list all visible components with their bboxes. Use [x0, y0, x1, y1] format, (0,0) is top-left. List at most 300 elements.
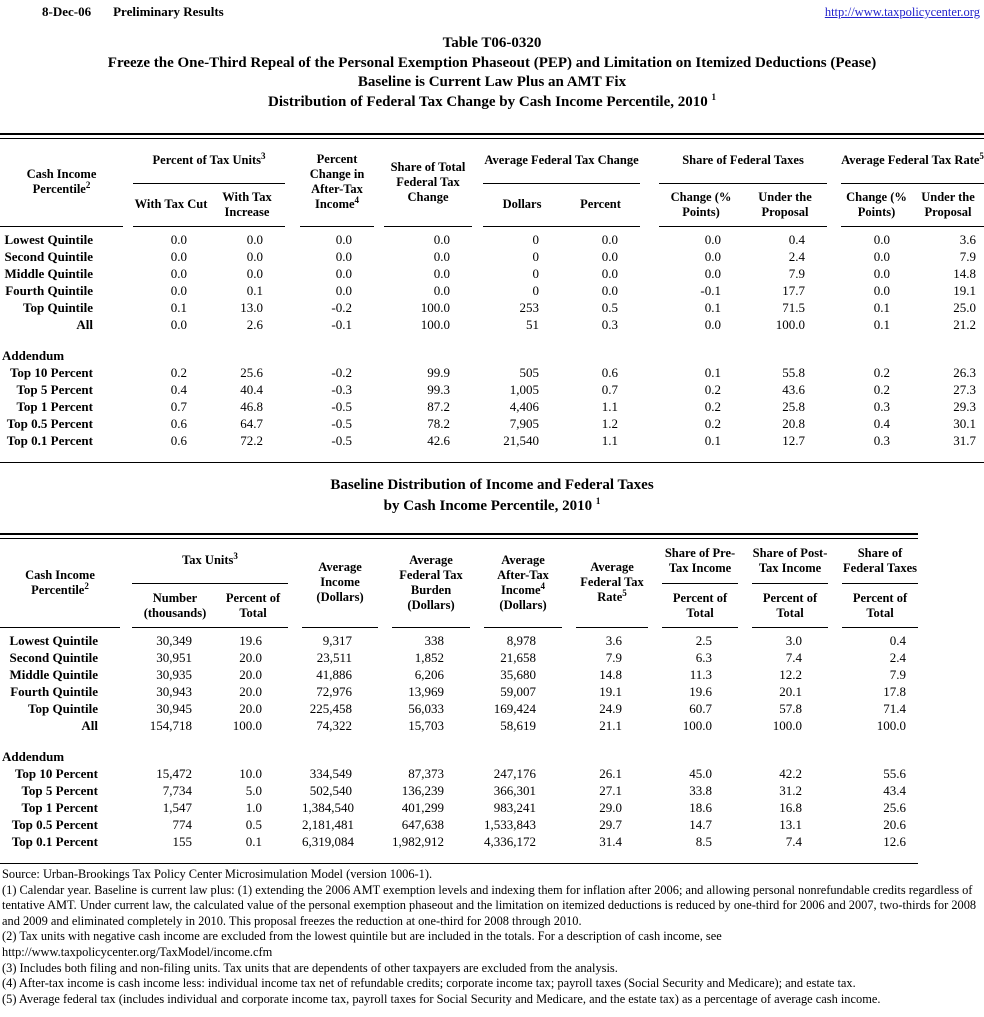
- value-cell: 0.0: [170, 316, 187, 332]
- spacer-cell: [472, 415, 483, 432]
- value-cell: 0.1: [704, 364, 722, 380]
- spacer-cell: [378, 782, 392, 799]
- spacer-cell: [828, 632, 842, 649]
- value-cell: 33.8: [689, 783, 713, 798]
- spacer-cell: [378, 666, 392, 683]
- spacer-cell: [120, 833, 132, 850]
- value-cell: 31.2: [779, 783, 803, 798]
- addendum-body: [0, 364, 984, 449]
- table-row: [0, 683, 918, 700]
- row-label-cell: All: [76, 316, 93, 332]
- value-cell: 30,943: [156, 684, 192, 699]
- value-cell: -0.1: [331, 316, 353, 332]
- value-cell: 29.3: [953, 398, 977, 414]
- spacer-cell: [738, 799, 752, 816]
- value-cell: 0.1: [245, 834, 263, 849]
- spacer-cell: [472, 316, 483, 333]
- value-cell: 19.1: [599, 684, 623, 699]
- value-cell: 20.0: [239, 684, 263, 699]
- table-body: [0, 632, 918, 734]
- spacer-cell: [374, 265, 384, 282]
- federal-tax-change-table: [0, 139, 984, 449]
- col-header-share-total-federal-tax-change: Share of Total Federal Tax Change: [384, 139, 472, 226]
- value-cell: 24.9: [599, 701, 623, 716]
- spacer-cell: [123, 415, 133, 432]
- spacer-cell: [470, 782, 484, 799]
- value-cell: -0.5: [331, 398, 353, 414]
- value-cell: 7.9: [605, 650, 623, 665]
- site-link[interactable]: http://www.taxpolicycenter.org: [824, 5, 980, 19]
- value-cell: 0.5: [245, 817, 263, 832]
- spacer-cell: [378, 683, 392, 700]
- spacer-cell: [123, 364, 133, 381]
- value-cell: 0.0: [335, 231, 353, 247]
- spacer-cell: [120, 717, 132, 734]
- spacer-cell: [827, 265, 841, 282]
- value-cell: 1,005: [509, 381, 540, 397]
- value-cell: 169,424: [493, 701, 537, 716]
- group-header-average-federal-tax-rate: Average Federal Tax Rate$^5$: [841, 139, 984, 183]
- spacer-cell: [123, 265, 133, 282]
- spacer-cell: [288, 833, 302, 850]
- spacer-cell: [123, 231, 133, 248]
- value-cell: 100.0: [876, 718, 907, 733]
- value-cell: 7.4: [785, 650, 803, 665]
- spacer-cell: [648, 632, 662, 649]
- table-subtitle-freeze: Freeze the One-Third Repeal of the Personal Exemption Phaseout (PEP) and Limitation on Itemized Deductions (Pease): [107, 54, 877, 71]
- value-cell: 100.0: [775, 316, 806, 332]
- row-label-cell: Top 10 Percent: [9, 364, 93, 380]
- spacer-cell: [827, 248, 841, 265]
- footnote-3: (3) Includes both filing and non-filing units. Tax units that are dependents of other taxpayers are excluded from the analysis.: [2, 960, 618, 975]
- table-row: [0, 231, 984, 248]
- value-cell: 5.0: [245, 783, 263, 798]
- spacer-cell: [648, 717, 662, 734]
- spacer-cell: [120, 632, 132, 649]
- spacer-cell: [562, 683, 576, 700]
- value-cell: 0.2: [704, 415, 722, 431]
- value-cell: -0.1: [700, 282, 722, 298]
- footnote-1: (1) Calendar year. Baseline is current law plus: (1) extending the 2006 AMT exemption levels and indexing them for inflation after 2006; and allowing personal nonrefundable credits regardless of tentative AMT. Under current law, the calculated value of the personal exemption phaseout and the limitation on itemized deductions is reduced by one-third for 2006 and 2007, two-thirds for 2008 and 2009 and eliminated completely in 2010. This proposal freezes the reduction at one-third for 2008 through 2010.: [2, 882, 977, 928]
- row-label-cell: Fourth Quintile: [10, 684, 98, 699]
- spacer-cell: [285, 282, 300, 299]
- spacer-cell: [285, 231, 300, 248]
- spacer-cell: [120, 666, 132, 683]
- value-cell: 0.0: [704, 265, 722, 281]
- title-block: [0, 34, 984, 112]
- spacer-cell: [120, 799, 132, 816]
- table-row: [0, 666, 918, 683]
- spacer-cell: [472, 139, 483, 226]
- value-cell: 0.6: [170, 432, 187, 448]
- spacer-cell: [470, 632, 484, 649]
- value-cell: 55.8: [782, 364, 806, 380]
- row-label-cell: Fourth Quintile: [5, 282, 93, 298]
- spacer-cell: [285, 398, 300, 415]
- spacer-cell: [648, 833, 662, 850]
- spacer-cell: [378, 649, 392, 666]
- table-subtitle-distribution: Distribution of Federal Tax Change by Cash Income Percentile, 2010 $^1$: [268, 91, 716, 110]
- value-cell: 0.0: [873, 282, 891, 298]
- spacer-cell: [738, 700, 752, 717]
- spacer-cell: [123, 282, 133, 299]
- value-cell: 25.0: [953, 299, 977, 315]
- value-cell: 7.9: [889, 667, 907, 682]
- group-header-tax-units: Tax Units$^3$: [132, 539, 288, 584]
- value-cell: 21,540: [503, 432, 540, 448]
- value-cell: 0.4: [889, 633, 907, 648]
- value-cell: 30,951: [156, 650, 192, 665]
- table-row: [0, 649, 918, 666]
- value-cell: 30,935: [156, 667, 192, 682]
- spacer-cell: [828, 782, 842, 799]
- spacer-cell: [827, 282, 841, 299]
- col-header-posttax-percent-of-total: Percent of Total: [752, 584, 828, 628]
- spacer-cell: [288, 632, 302, 649]
- value-cell: 0: [532, 265, 540, 281]
- value-cell: 334,549: [309, 766, 353, 781]
- value-cell: 26.1: [599, 766, 623, 781]
- value-cell: 2.5: [695, 633, 713, 648]
- value-cell: 43.6: [782, 381, 806, 397]
- spacer-cell: [470, 666, 484, 683]
- spacer-cell: [472, 265, 483, 282]
- table-row: [0, 816, 918, 833]
- spacer-cell: [738, 717, 752, 734]
- spacer-cell: [378, 799, 392, 816]
- group-header-share-of-federal-taxes: Share of Federal Taxes: [659, 139, 827, 183]
- value-cell: 0: [532, 231, 540, 247]
- spacer-cell: [827, 432, 841, 449]
- addendum-label: Addendum: [2, 347, 65, 363]
- spacer-cell: [285, 265, 300, 282]
- value-cell: 87.2: [427, 398, 451, 414]
- table-row: [0, 765, 918, 782]
- value-cell: 2.6: [246, 316, 264, 332]
- value-cell: 13,969: [408, 684, 445, 699]
- value-cell: 8.5: [695, 834, 713, 849]
- value-cell: 0: [532, 282, 540, 298]
- page-header: [0, 0, 984, 20]
- spacer-cell: [827, 231, 841, 248]
- footnotes-block: [0, 867, 984, 1007]
- spacer-cell: [285, 432, 300, 449]
- status-label: Preliminary Results: [113, 4, 224, 19]
- value-cell: 51: [526, 316, 540, 332]
- value-cell: 18.6: [689, 800, 713, 815]
- spacer-cell: [123, 432, 133, 449]
- spacer-cell: [640, 432, 659, 449]
- spacer-cell: [562, 833, 576, 850]
- value-cell: 0.3: [601, 316, 619, 332]
- spacer-cell: [828, 833, 842, 850]
- col-header-with-tax-increase: With Tax Increase: [209, 183, 285, 226]
- spacer-cell: [120, 683, 132, 700]
- row-label-cell: Top 1 Percent: [16, 398, 93, 414]
- value-cell: 20.8: [782, 415, 806, 431]
- date-label: 8-Dec-06: [42, 4, 92, 19]
- spacer-cell: [562, 782, 576, 799]
- table-row: [0, 398, 984, 415]
- col-header-average-after-tax-income: Average After-Tax Income$^4$ (Dollars): [484, 539, 562, 628]
- value-cell: 14.8: [953, 265, 977, 281]
- value-cell: 14.7: [689, 817, 713, 832]
- spacer-cell: [828, 683, 842, 700]
- spacer-cell: [640, 415, 659, 432]
- spacer-cell: [472, 398, 483, 415]
- value-cell: -0.2: [331, 299, 353, 315]
- value-cell: 502,540: [309, 783, 353, 798]
- spacer-cell: [470, 816, 484, 833]
- value-cell: 0.0: [335, 265, 353, 281]
- value-cell: 3.6: [959, 231, 977, 247]
- group-header-share-federal-taxes: Share of Federal Taxes: [842, 539, 918, 584]
- spacer-cell: [738, 539, 752, 628]
- spacer-cell: [120, 782, 132, 799]
- table-row: [0, 782, 918, 799]
- value-cell: 1,533,843: [484, 817, 537, 832]
- value-cell: 0.7: [601, 381, 619, 397]
- footnote-5: (5) Average federal tax (includes individual and corporate income tax, payroll taxes for Social Security and Medicare, and the estate tax) as a percentage of average cash income.: [2, 991, 881, 1006]
- value-cell: 774: [172, 817, 192, 832]
- col-header-percent-of-total: Percent of Total: [218, 584, 288, 628]
- spacer-cell: [378, 816, 392, 833]
- value-cell: 0.0: [170, 248, 187, 264]
- value-cell: 0.0: [601, 265, 619, 281]
- col-header-average-income: Average Income (Dollars): [302, 539, 378, 628]
- value-cell: 401,299: [401, 800, 445, 815]
- value-cell: 100.0: [232, 718, 263, 733]
- spacer-cell: [828, 717, 842, 734]
- spacer-cell: [472, 231, 483, 248]
- spacer-cell: [123, 381, 133, 398]
- spacer-cell: [470, 717, 484, 734]
- value-cell: 30,945: [156, 701, 192, 716]
- row-label-cell: Second Quintile: [9, 650, 98, 665]
- value-cell: 0.0: [704, 231, 722, 247]
- spacer-cell: [640, 364, 659, 381]
- value-cell: 35,680: [500, 667, 537, 682]
- value-cell: 253: [519, 299, 540, 315]
- spacer-cell: [640, 139, 659, 226]
- spacer-cell: [562, 632, 576, 649]
- spacer-cell: [648, 700, 662, 717]
- table-row: [0, 282, 984, 299]
- value-cell: 0.4: [873, 415, 891, 431]
- value-cell: 155: [172, 834, 192, 849]
- spacer-cell: [288, 765, 302, 782]
- table-row: [0, 632, 918, 649]
- spacer-cell: [288, 782, 302, 799]
- col-header-rate-under-proposal: Under the Proposal: [912, 183, 984, 226]
- spacer-cell: [288, 799, 302, 816]
- spacer-cell: [738, 833, 752, 850]
- value-cell: 46.8: [240, 398, 264, 414]
- value-cell: 20.0: [239, 667, 263, 682]
- value-cell: 13.0: [240, 299, 264, 315]
- row-label-cell: Top 5 Percent: [16, 381, 93, 397]
- spacer-cell: [640, 231, 659, 248]
- spacer-cell: [374, 282, 384, 299]
- value-cell: 0.1: [704, 432, 722, 448]
- value-cell: -0.5: [331, 415, 353, 431]
- spacer-cell: [470, 765, 484, 782]
- spacer-cell: [378, 765, 392, 782]
- spacer-cell: [374, 381, 384, 398]
- spacer-cell: [120, 765, 132, 782]
- value-cell: 225,458: [309, 701, 353, 716]
- spacer-cell: [470, 649, 484, 666]
- row-label-cell: Middle Quintile: [9, 667, 98, 682]
- spacer-cell: [640, 265, 659, 282]
- value-cell: 0.0: [704, 248, 722, 264]
- value-cell: 1.1: [601, 398, 619, 414]
- value-cell: 0.2: [704, 398, 722, 414]
- value-cell: 14.8: [599, 667, 623, 682]
- value-cell: 0.5: [601, 299, 619, 315]
- row-label-cell: Top 0.5 Percent: [6, 415, 93, 431]
- spacer-cell: [288, 816, 302, 833]
- table-number-title: Table T06-0320: [442, 35, 542, 51]
- spacer-cell: [827, 381, 841, 398]
- value-cell: 16.8: [779, 800, 803, 815]
- value-cell: 505: [519, 364, 540, 380]
- value-cell: 6,319,084: [302, 834, 355, 849]
- value-cell: 72.2: [240, 432, 264, 448]
- spacer-cell: [562, 799, 576, 816]
- spacer-cell: [738, 683, 752, 700]
- row-label-cell: Middle Quintile: [4, 265, 93, 281]
- value-cell: 7.9: [788, 265, 806, 281]
- col-header-with-tax-cut: With Tax Cut: [133, 183, 209, 226]
- federal-tax-change-section: [0, 133, 984, 463]
- value-cell: 8,978: [506, 633, 537, 648]
- spacer-cell: [828, 666, 842, 683]
- value-cell: 21.1: [599, 718, 623, 733]
- value-cell: 74,322: [316, 718, 353, 733]
- value-cell: 1,384,540: [302, 800, 355, 815]
- value-cell: 0.1: [873, 299, 891, 315]
- spacer-cell: [562, 666, 576, 683]
- value-cell: 338: [424, 633, 445, 648]
- spacer-cell: [472, 432, 483, 449]
- row-label-cell: Top 1 Percent: [21, 800, 98, 815]
- table-row: [0, 799, 918, 816]
- table-row: [0, 381, 984, 398]
- spacer-cell: [285, 316, 300, 333]
- value-cell: 78.2: [427, 415, 451, 431]
- spacer-cell: [374, 432, 384, 449]
- spacer-cell: [470, 683, 484, 700]
- spacer-cell: [827, 316, 841, 333]
- spacer-cell: [123, 316, 133, 333]
- spacer-cell: [374, 299, 384, 316]
- spacer-cell: [123, 248, 133, 265]
- spacer-cell: [648, 683, 662, 700]
- value-cell: 56,033: [408, 701, 445, 716]
- value-cell: 31.7: [953, 432, 977, 448]
- value-cell: 100.0: [772, 718, 803, 733]
- value-cell: 10.0: [239, 766, 263, 781]
- value-cell: 59,007: [500, 684, 537, 699]
- spacer-cell: [640, 381, 659, 398]
- spacer-cell: [120, 649, 132, 666]
- value-cell: 0.0: [601, 282, 619, 298]
- value-cell: 43.4: [883, 783, 907, 798]
- value-cell: 25.8: [782, 398, 806, 414]
- spacer-cell: [288, 649, 302, 666]
- row-label-cell: Top Quintile: [23, 299, 93, 315]
- value-cell: 71.5: [782, 299, 806, 315]
- row-label-cell: Lowest Quintile: [9, 633, 98, 648]
- spacer-cell: [470, 833, 484, 850]
- spacer-cell: [120, 539, 132, 628]
- table-row: [0, 432, 984, 449]
- value-cell: 55.6: [883, 766, 907, 781]
- value-cell: 99.3: [427, 381, 451, 397]
- spacer-cell: [123, 299, 133, 316]
- table-row: [0, 299, 984, 316]
- spacer-cell: [374, 139, 384, 226]
- value-cell: 0.0: [601, 248, 619, 264]
- value-cell: 3.0: [785, 633, 803, 648]
- value-cell: 6,206: [414, 667, 445, 682]
- row-label-cell: Lowest Quintile: [4, 231, 93, 247]
- value-cell: 0.0: [170, 282, 187, 298]
- spacer-cell: [648, 649, 662, 666]
- col-header-fedtax-percent-of-total: Percent of Total: [842, 584, 918, 628]
- value-cell: 0.0: [433, 265, 451, 281]
- value-cell: 21.2: [953, 316, 977, 332]
- spacer-cell: [288, 717, 302, 734]
- col-header-cash-income-percentile: Cash Income Percentile$^2$: [0, 139, 123, 226]
- value-cell: 0.0: [170, 265, 187, 281]
- row-label-cell: Top Quintile: [28, 701, 98, 716]
- value-cell: 136,239: [401, 783, 445, 798]
- value-cell: 30.1: [953, 415, 977, 431]
- spacer-cell: [470, 799, 484, 816]
- spacer-cell: [285, 364, 300, 381]
- spacer-cell: [640, 282, 659, 299]
- baseline-distribution-section: [0, 533, 918, 865]
- col-header-average-federal-tax-burden: Average Federal Tax Burden (Dollars): [392, 539, 470, 628]
- value-cell: 7.4: [785, 834, 803, 849]
- value-cell: 0.6: [170, 415, 187, 431]
- value-cell: 0.0: [433, 248, 451, 264]
- value-cell: 15,703: [408, 718, 445, 733]
- value-cell: 27.3: [953, 381, 977, 397]
- value-cell: 11.3: [689, 667, 713, 682]
- value-cell: 0.0: [335, 248, 353, 264]
- value-cell: 0.0: [335, 282, 353, 298]
- baseline-title-line2: by Cash Income Percentile, 2010 $^1$: [383, 495, 601, 514]
- spacer-cell: [285, 381, 300, 398]
- value-cell: 100.0: [682, 718, 713, 733]
- spacer-cell: [738, 816, 752, 833]
- value-cell: 1,982,912: [392, 834, 445, 849]
- spacer-cell: [378, 717, 392, 734]
- spacer-cell: [828, 649, 842, 666]
- spacer-cell: [374, 316, 384, 333]
- value-cell: 0.4: [170, 381, 187, 397]
- baseline-distribution-table: [0, 539, 918, 851]
- value-cell: 19.6: [689, 684, 713, 699]
- value-cell: 17.8: [883, 684, 907, 699]
- value-cell: 40.4: [240, 381, 264, 397]
- value-cell: 0.0: [873, 248, 891, 264]
- col-header-percent: Percent: [561, 183, 640, 226]
- spacer-cell: [378, 700, 392, 717]
